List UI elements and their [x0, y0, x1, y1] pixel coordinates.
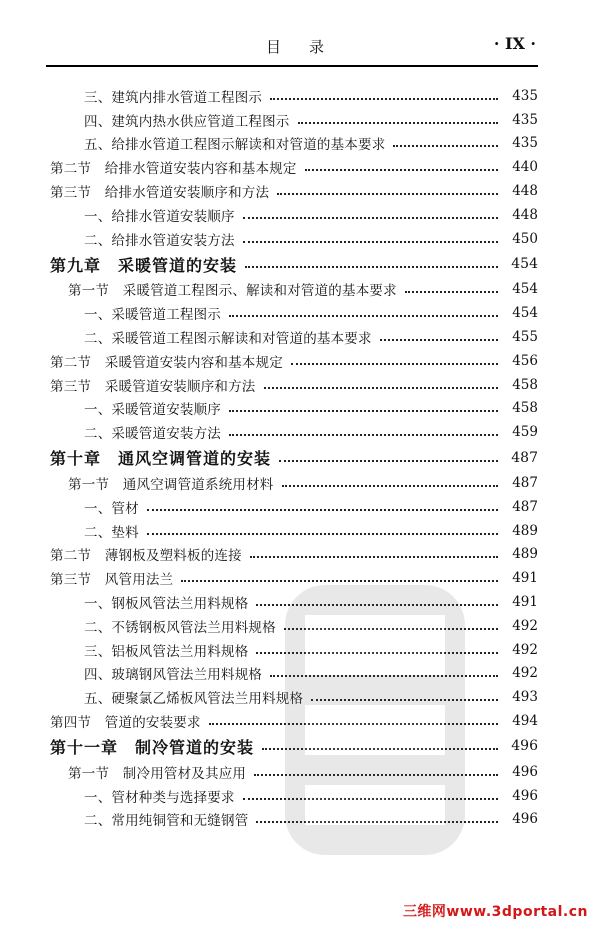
- toc-entry-page: 491: [512, 570, 538, 587]
- dot-leader: [298, 122, 499, 124]
- toc-entry-row: [0, 685, 596, 709]
- toc-entry-page: 448: [512, 206, 538, 223]
- toc-entry-row: [0, 614, 596, 638]
- toc-entry-label: 第一节 通风空调管道系统用材料: [68, 477, 274, 494]
- toc-entry-label: 二、采暖管道工程图示解读和对管道的基本要求: [84, 331, 372, 348]
- header-title: 目录: [266, 38, 353, 56]
- dot-leader: [284, 628, 498, 630]
- toc-entry-page: 487: [511, 449, 538, 466]
- toc-entry-label: 五、硬聚氯乙烯板风管法兰用料规格: [84, 691, 304, 708]
- toc-entry-label: 第一节 采暖管道工程图示、解读和对管道的基本要求: [68, 283, 397, 300]
- toc-entry-row: [0, 519, 596, 543]
- toc-entry-row: [0, 808, 596, 832]
- dot-leader: [250, 556, 498, 558]
- dot-leader: [277, 193, 498, 195]
- toc-entry-label: 二、不锈钢板风管法兰用料规格: [84, 619, 276, 636]
- toc-entry-page: 458: [512, 376, 538, 393]
- toc-entry-label: 四、玻璃钢风管法兰用料规格: [84, 667, 263, 684]
- toc-entry-page: 489: [512, 522, 538, 539]
- toc-entry-page: 454: [512, 281, 538, 298]
- toc-entry-row: [0, 203, 596, 227]
- toc-entry-label: 二、给排水管道安装方法: [84, 232, 235, 249]
- toc-entry-row: [0, 566, 596, 590]
- toc-entry-label: 一、钢板风管法兰用料规格: [84, 596, 249, 613]
- dot-leader: [243, 217, 498, 219]
- toc-chapter-row: [0, 733, 596, 760]
- toc-entry-page: 494: [512, 713, 538, 730]
- toc-entry-row: [0, 709, 596, 733]
- dot-leader: [264, 387, 499, 389]
- dot-leader: [229, 434, 498, 436]
- toc-entry-label: 二、采暖管道安装方法: [84, 426, 221, 443]
- toc-entry-row: [0, 301, 596, 325]
- toc-entry-row: [0, 784, 596, 808]
- toc-chapter-row: [0, 251, 596, 278]
- toc-entry-page: 492: [512, 617, 538, 634]
- toc-entry-row: [0, 227, 596, 251]
- dot-leader: [245, 266, 498, 268]
- toc-entry-row: [0, 662, 596, 686]
- toc-entry-page: 458: [512, 400, 538, 417]
- toc-entry-label: 二、垫料: [84, 524, 139, 541]
- header-page-number: · IX ·: [493, 34, 536, 53]
- header-rule: [46, 65, 538, 67]
- toc-entry-row: [0, 420, 596, 444]
- dot-leader: [305, 169, 498, 171]
- toc-entry-label: 第九章 采暖管道的安装: [50, 255, 238, 275]
- toc-entry-page: 450: [512, 230, 538, 247]
- dot-leader: [229, 410, 498, 412]
- toc-entry-row: [0, 543, 596, 567]
- dot-leader: [291, 363, 498, 365]
- dot-leader: [243, 241, 498, 243]
- toc-entry-label: 一、管材: [84, 500, 139, 517]
- toc-entry-label: 第二节 薄钢板及塑料板的连接: [50, 548, 242, 565]
- toc-entry-label: 第四节 管道的安装要求: [50, 715, 201, 732]
- toc-entry-row: [0, 373, 596, 397]
- dot-leader: [256, 652, 498, 654]
- toc-entry-row: [0, 278, 596, 302]
- toc-entry-page: 493: [512, 689, 538, 706]
- dot-leader: [270, 675, 498, 677]
- toc-entry-page: 492: [512, 641, 538, 658]
- dot-leader: [147, 509, 498, 511]
- dot-leader: [256, 821, 498, 823]
- toc-entry-label: 四、建筑内热水供应管道工程图示: [84, 113, 290, 130]
- toc-entry-row: [0, 349, 596, 373]
- site-logo: 三维网www.3dportal.cn: [402, 904, 588, 920]
- toc-entry-page: 435: [512, 111, 538, 128]
- dot-leader: [256, 604, 498, 606]
- toc-entry-row: [0, 84, 596, 108]
- toc-entry-row: [0, 325, 596, 349]
- toc-entry-page: 454: [512, 305, 538, 322]
- toc-entry-label: 第三节 采暖管道安装顺序和方法: [50, 378, 256, 395]
- dot-leader: [380, 339, 498, 341]
- table-of-contents: [0, 84, 596, 831]
- toc-entry-label: 第十章 通风空调管道的安装: [50, 449, 272, 469]
- dot-leader: [311, 699, 498, 701]
- toc-entry-page: 496: [512, 787, 538, 804]
- toc-entry-page: 487: [512, 475, 538, 492]
- toc-entry-page: 496: [512, 811, 538, 828]
- toc-entry-page: 448: [512, 183, 538, 200]
- toc-entry-label: 三、铝板风管法兰用料规格: [84, 643, 249, 660]
- toc-entry-label: 第三节 风管用法兰: [50, 572, 174, 589]
- toc-entry-page: 492: [512, 665, 538, 682]
- toc-entry-label: 二、常用纯铜管和无缝钢管: [84, 813, 249, 830]
- toc-entry-label: 一、采暖管道工程图示: [84, 307, 221, 324]
- toc-entry-page: 456: [512, 352, 538, 369]
- dot-leader: [243, 798, 498, 800]
- toc-entry-row: [0, 397, 596, 421]
- toc-entry-row: [0, 132, 596, 156]
- toc-entry-label: 第二节 给排水管道安装内容和基本规定: [50, 161, 297, 178]
- dot-leader: [181, 580, 498, 582]
- toc-entry-row: [0, 495, 596, 519]
- toc-entry-row: [0, 760, 596, 784]
- toc-entry-label: 一、采暖管道安装顺序: [84, 402, 221, 419]
- toc-entry-row: [0, 155, 596, 179]
- toc-entry-label: 第二节 采暖管道安装内容和基本规定: [50, 354, 283, 371]
- toc-entry-label: 第三节 给排水管道安装顺序和方法: [50, 185, 270, 202]
- dot-leader: [262, 748, 498, 750]
- toc-entry-row: [0, 179, 596, 203]
- toc-entry-label: 第十一章 制冷管道的安装: [50, 737, 255, 757]
- dot-leader: [279, 460, 498, 462]
- toc-entry-page: 455: [512, 329, 538, 346]
- dot-leader: [147, 533, 498, 535]
- toc-entry-page: 454: [511, 256, 538, 273]
- toc-entry-label: 一、管材种类与选择要求: [84, 789, 235, 806]
- toc-entry-label: 一、给排水管道安装顺序: [84, 208, 235, 225]
- toc-entry-page: 435: [512, 87, 538, 104]
- toc-entry-label: 三、建筑内排水管道工程图示: [84, 89, 263, 106]
- toc-entry-row: [0, 471, 596, 495]
- page-header: [46, 34, 538, 60]
- toc-entry-page: 459: [512, 424, 538, 441]
- toc-entry-page: 487: [512, 498, 538, 515]
- toc-entry-row: [0, 108, 596, 132]
- toc-entry-page: 496: [511, 738, 538, 755]
- toc-entry-label: 第一节 制冷用管材及其应用: [68, 765, 247, 782]
- toc-entry-page: 489: [512, 546, 538, 563]
- toc-entry-page: 491: [512, 594, 538, 611]
- toc-entry-row: [0, 638, 596, 662]
- toc-entry-page: 440: [512, 159, 538, 176]
- toc-entry-page: 496: [512, 763, 538, 780]
- toc-entry-label: 五、给排水管道工程图示解读和对管道的基本要求: [84, 137, 386, 154]
- toc-entry-page: 435: [512, 135, 538, 152]
- dot-leader: [254, 774, 498, 776]
- toc-entry-row: [0, 590, 596, 614]
- toc-chapter-row: [0, 444, 596, 471]
- dot-leader: [229, 315, 498, 317]
- dot-leader: [405, 291, 498, 293]
- dot-leader: [209, 723, 498, 725]
- dot-leader: [282, 485, 499, 487]
- dot-leader: [270, 98, 498, 100]
- dot-leader: [393, 145, 498, 147]
